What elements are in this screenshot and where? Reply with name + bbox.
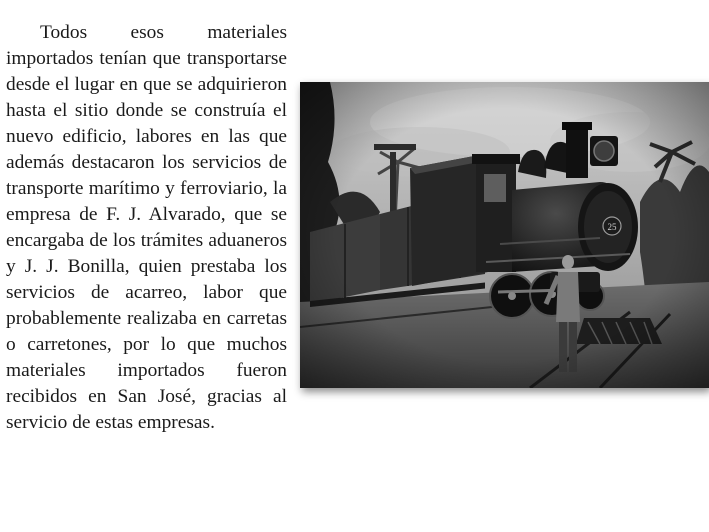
locomotive-photo-graphic	[300, 82, 709, 388]
locomotive-photo	[300, 82, 709, 388]
body-paragraph: Todos esos materiales importados tenían que transportarse desde el lugar en que se adquirieron hasta el sitio donde se construía el nuevo edificio, labores en las que además destacaron los servicios de transporte marítimo y ferroviario, la empresa de F. J. Alvarado, que se encargaba de los trámites aduaneros y J. J. Bonilla, quien prestaba los servicios de acarreo, labor que probablemente realizaba en carretas o carretones, por lo que muchos materiales importados fueron recibidos en San José, gracias al servicio de estas empresas.	[6, 22, 287, 433]
